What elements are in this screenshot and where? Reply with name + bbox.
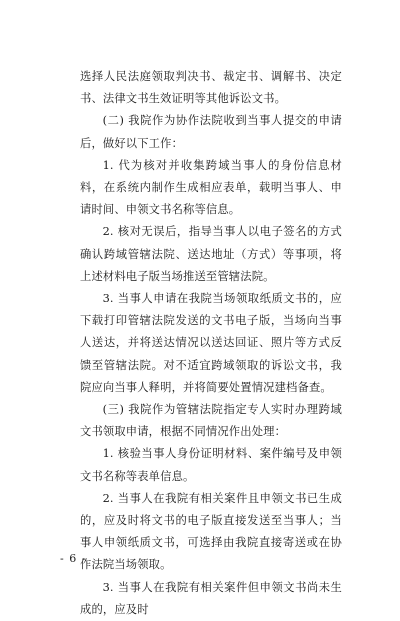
section-heading-3: (三) 我院作为管辖法院指定专人实时办理跨域文书领取申请，根据不同情况作出处理： <box>80 403 342 439</box>
body-text <box>80 66 342 621</box>
paragraph-2-2: 2. 核对无误后，指导当事人以电子签名的方式确认跨域管辖法院、送达地址（方式）等事项，将上述材料电子版当场推送至管辖法院。 <box>80 225 342 283</box>
paragraph-2-1: 1. 代为核对并收集跨域当事人的身份信息材料，在系统内制作生成相应表单，载明当事人、申请时间、申领文书名称等信息。 <box>80 158 342 217</box>
paragraph-2-3: 3. 当事人申请在我院当场领取纸质文书的，应下载打印管辖法院发送的文书电子版，当场向当事人送达，并将送达情况以送达回证、照片等方式反馈至管辖法院。对不适宜跨域领取的诉讼文书，我院应向当事人释明，并将简要处置情况建档备查。 <box>80 292 342 394</box>
paragraph-3-1: 1. 核验当事人身份证明材料、案件编号及申领文书名称等表单信息。 <box>80 447 342 483</box>
page-number: - 6 - <box>60 552 87 565</box>
paragraph-3-2: 2. 当事人在我院有相关案件且申领文书已生成的，应及时将文书的电子版直接发送至当事人；当事人申领纸质文书，可选择由我院直接寄送或在协作法院当场领取。 <box>80 491 342 572</box>
paragraph-3-3: 3. 当事人在我院有相关案件但申领文书尚未生成的，应及时 <box>80 580 342 616</box>
section-heading-2: (二) 我院作为协作法院收到当事人提交的申请后，做好以下工作： <box>80 114 342 150</box>
paragraph-continuation: 选择人民法庭领取判决书、裁定书、调解书、决定书、法律文书生效证明等其他诉讼文书。 <box>80 70 342 106</box>
